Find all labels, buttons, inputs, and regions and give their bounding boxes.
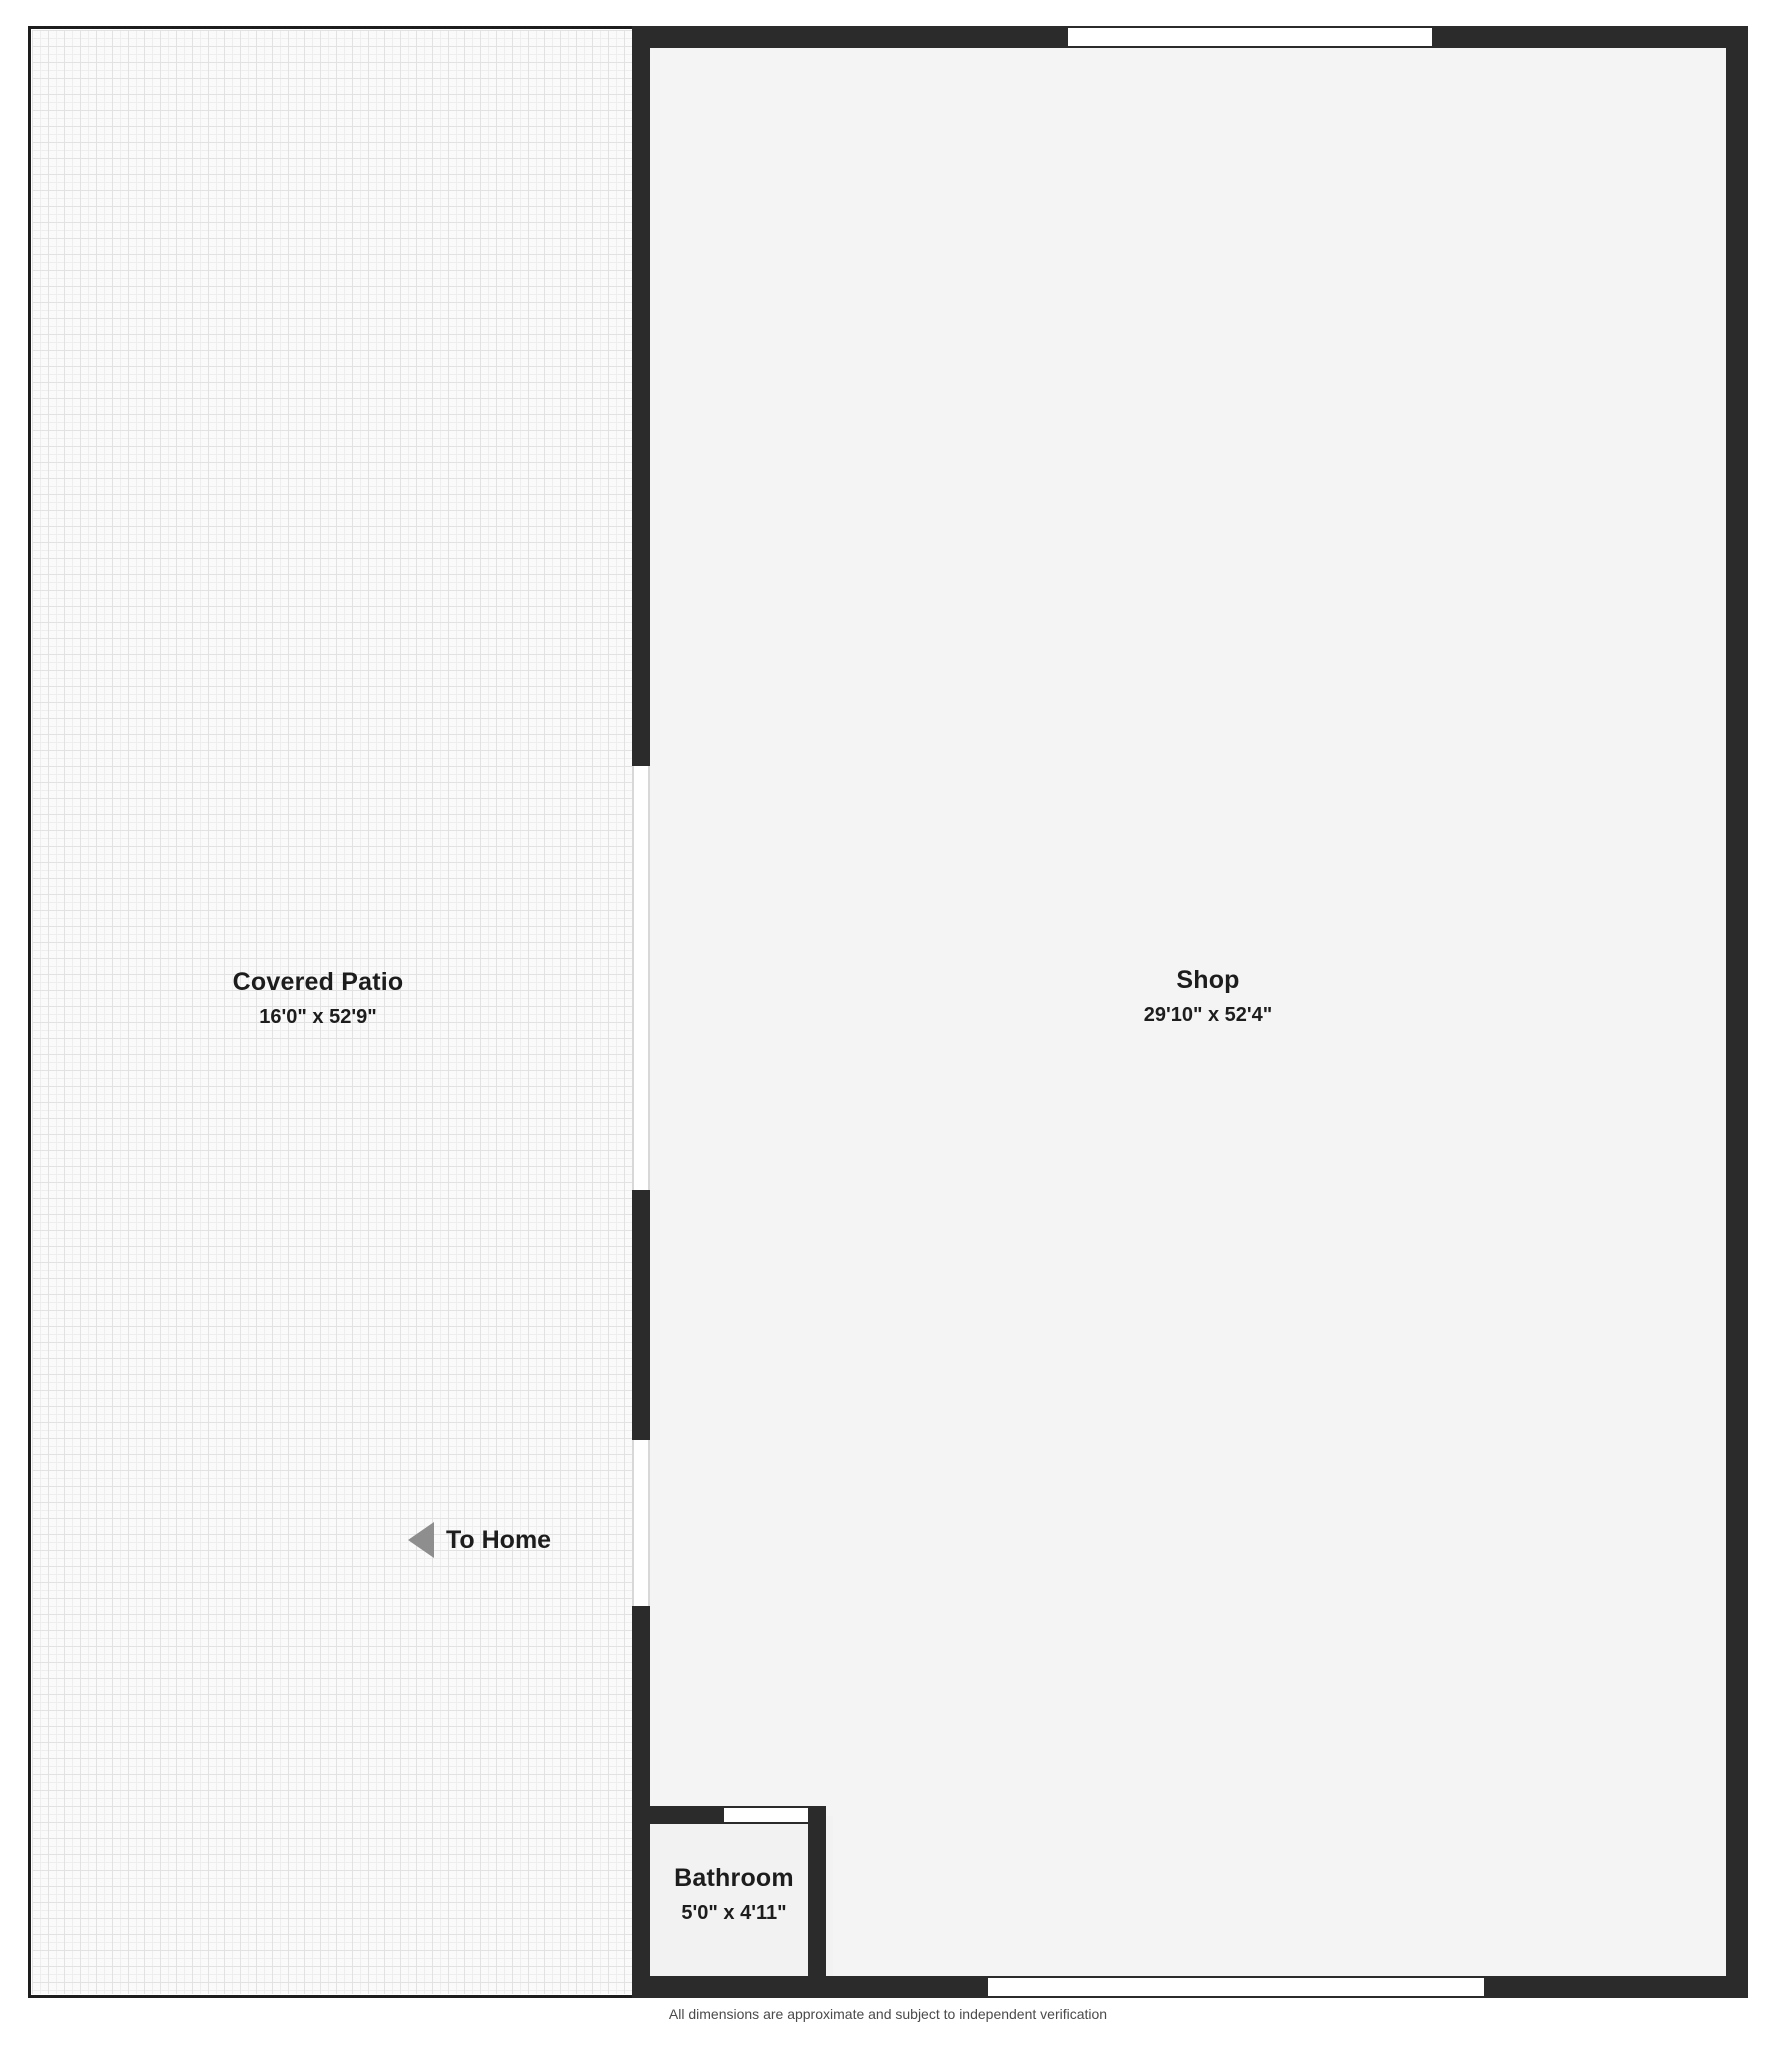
room-label-shop (998, 964, 1418, 1029)
shop-wall-left-lower (632, 1606, 650, 1818)
to-home-marker[interactable] (408, 1522, 551, 1558)
shop-wall-left-middle (632, 1190, 650, 1440)
left-arrow-icon (408, 1522, 434, 1558)
to-home-label: To Home (446, 1525, 552, 1554)
shop-wall-right (1726, 26, 1748, 1998)
room-dimensions: 5'0" x 4'11" (681, 1901, 787, 1924)
shop-wall-top-right (1432, 26, 1748, 48)
disclaimer-text: All dimensions are approximate and subject to independent verification (668, 2006, 1108, 2022)
shop-wall-top-left (632, 26, 1068, 48)
room-name: Shop (1176, 966, 1240, 994)
shop-wall-bottom-right (1484, 1976, 1748, 1998)
shop-window-top (1068, 26, 1432, 48)
bathroom-door (724, 1806, 808, 1824)
room-label-bathroom (584, 1862, 884, 1927)
shop-door-bottom (988, 1976, 1484, 1998)
shop-wall-left-upper (632, 26, 650, 766)
room-name: Covered Patio (232, 968, 404, 996)
bathroom-wall-top (632, 1806, 724, 1824)
room-name: Bathroom (674, 1864, 794, 1892)
shop-opening-left-upper (632, 766, 650, 1190)
room-dimensions: 16'0" x 52'9" (259, 1005, 377, 1028)
shop-opening-left-door (632, 1440, 650, 1606)
room-label-covered-patio (132, 966, 504, 1031)
room-dimensions: 29'10" x 52'4" (1143, 1003, 1273, 1026)
